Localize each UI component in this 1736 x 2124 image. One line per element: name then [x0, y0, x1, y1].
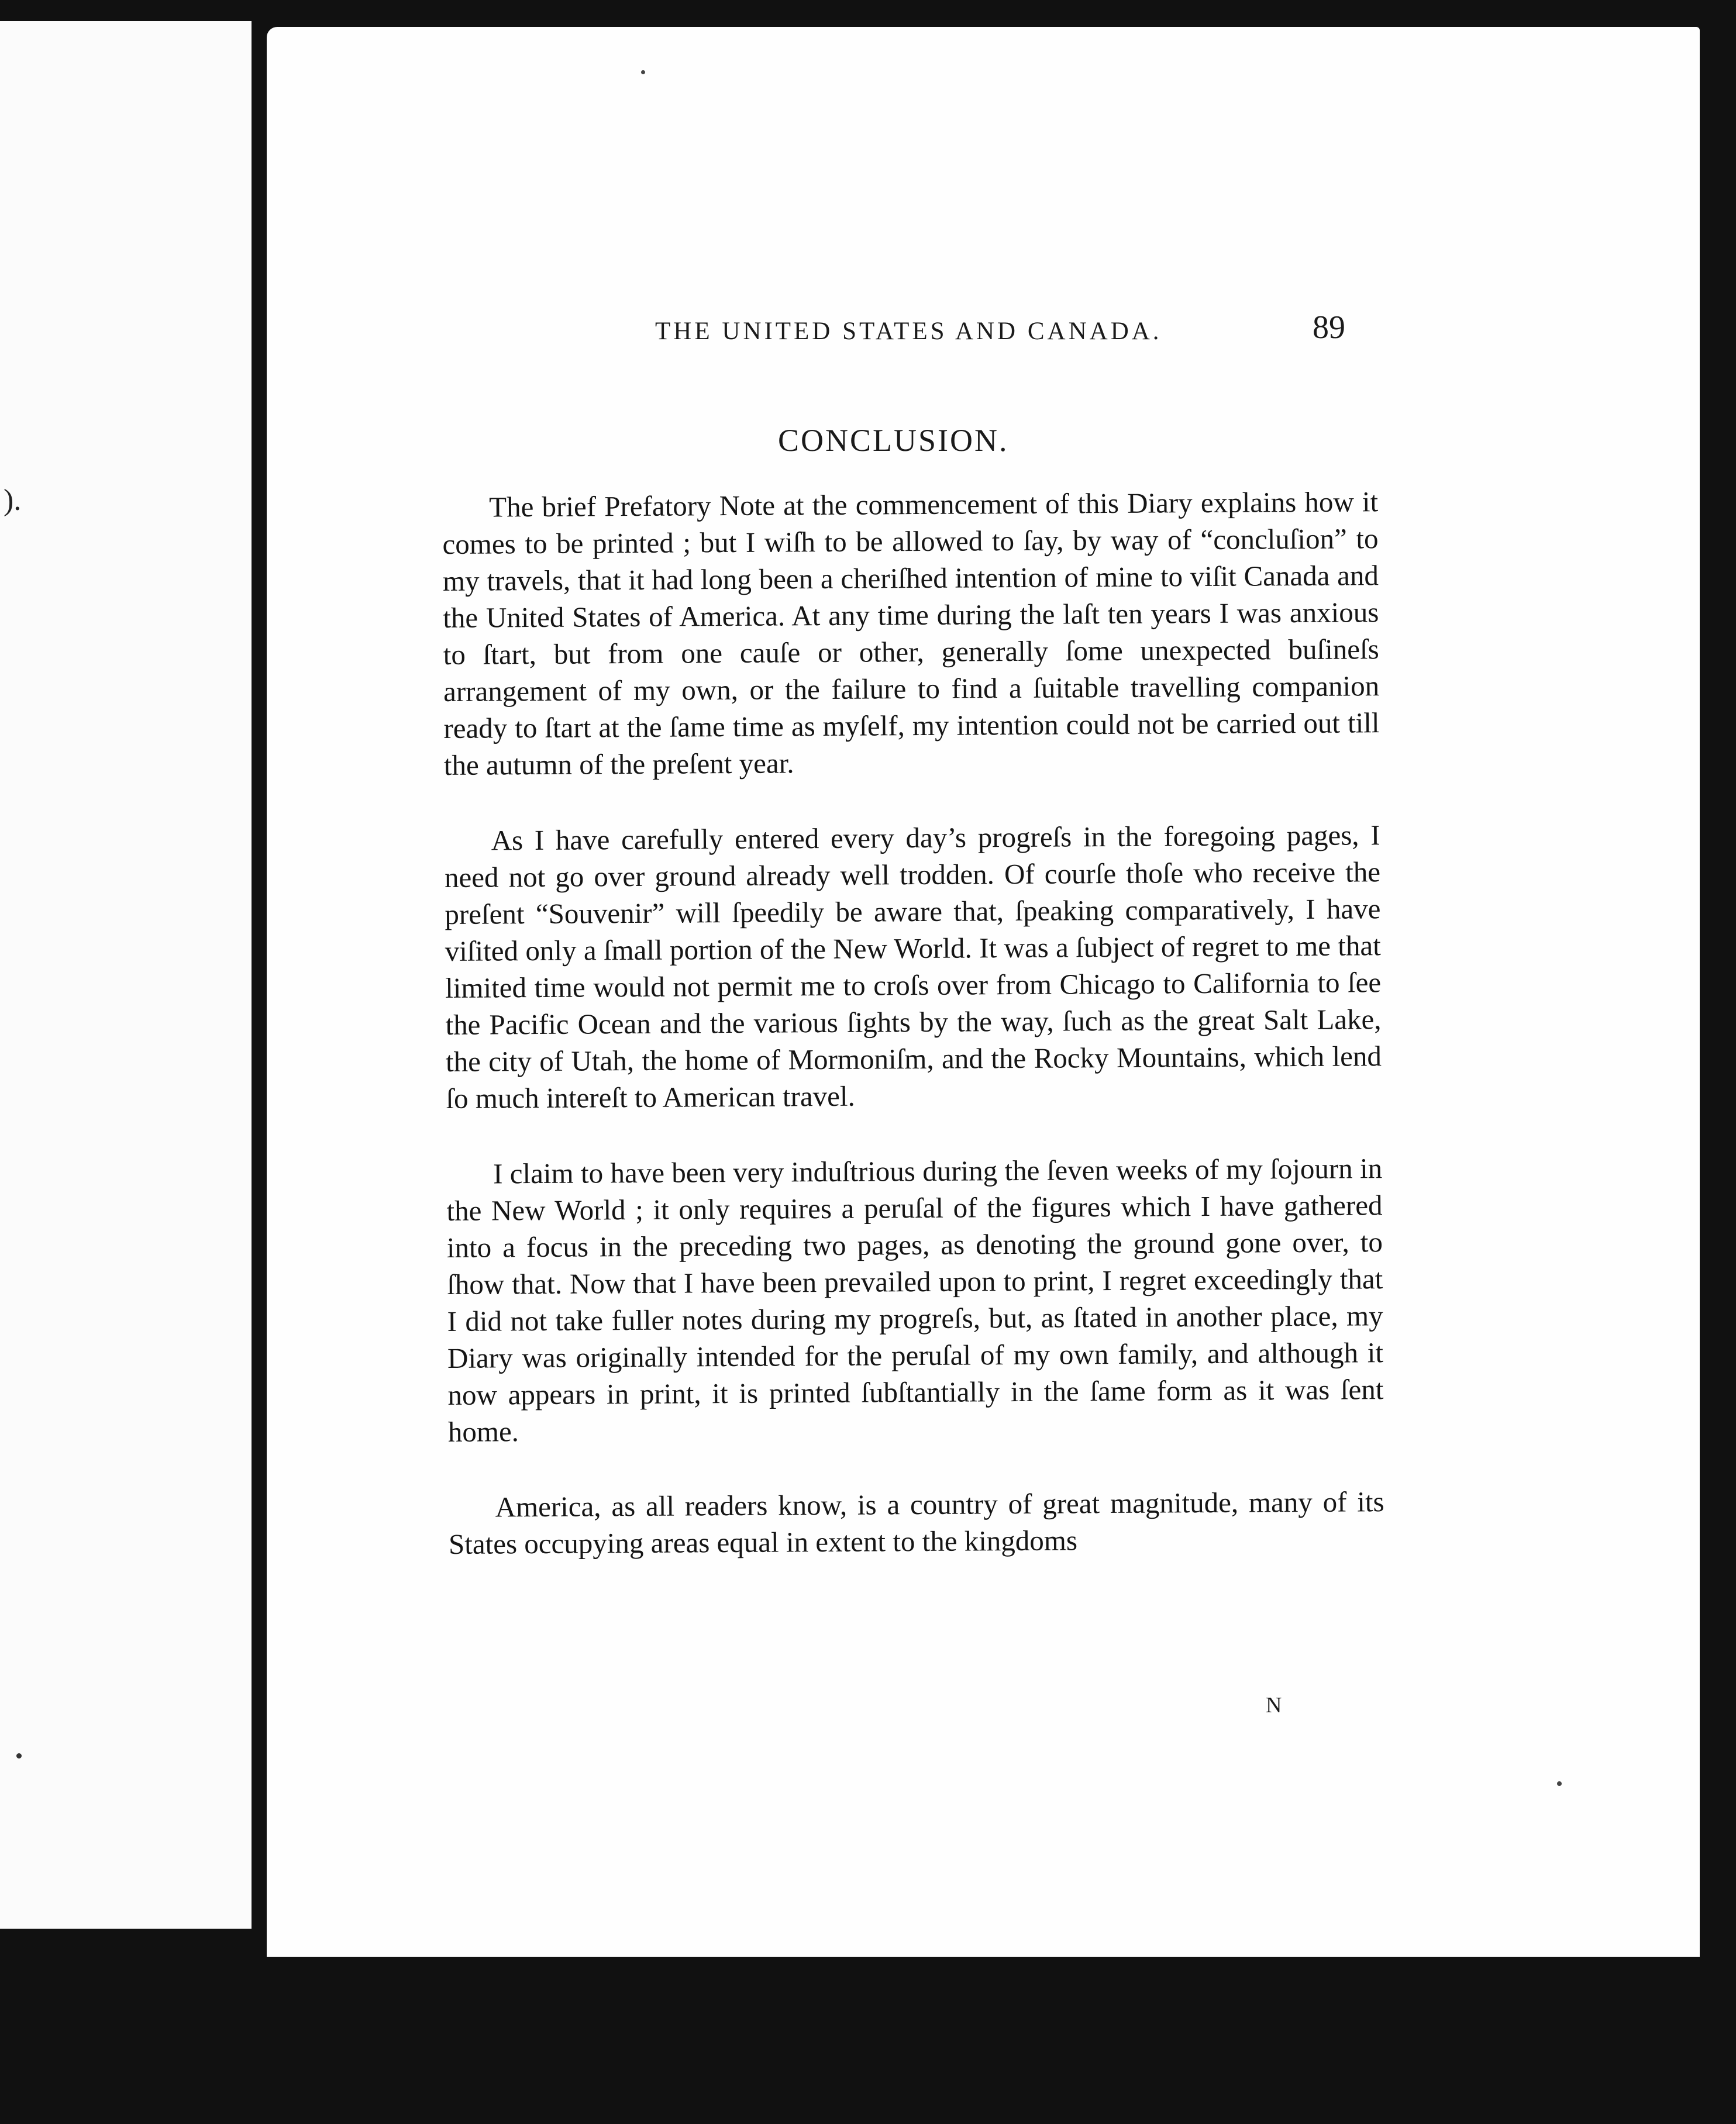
paragraph-1: The brief Prefatory Note at the commencement of this Diary explains how it comes to be printed ; but I wiſh to be allowed to ſay, by way of “concluſion” to my travels, that it had long been a cheriſhed intention of mine to viſit Canada and the United States of America. At any time during the laſt ten years I was anxious to ſtart, but from one cauſe or other, generally ſome unexpected buſineſs arrangement of my own, or the failure to find a ſuitable travelling companion ready to ſtart at the ſame time as myſelf, my intention could not be carried out till the autumn of the preſent year. — [442, 485, 1380, 781]
signature-mark: N — [1266, 1693, 1282, 1718]
paragraph-2: As I have carefully entered every day’s progreſs in the foregoing pages, I need not go over ground already well trodden. Of courſe thoſe who receive the preſent “Souvenir” will ſpeedily be aware that, ſpeaking comparatively, I have viſited only a ſmall portion of the New World. It was a ſubject of regret to me that limited time would not permit me to croſs over from Chicago to California to ſee the Pacific Ocean and the various ſights by the way, ſuch as the great Salt Lake, the city of Utah, the home of Mormoniſm, and the Rocky Mountains, which lend ſo much intereſt to American travel. — [444, 819, 1382, 1115]
page-speck — [641, 70, 645, 74]
running-head: THE UNITED STATES AND CANADA. — [655, 318, 1162, 345]
left-page-edge-text: ). — [4, 484, 22, 517]
page-speck — [1557, 1781, 1562, 1786]
left-page — [0, 21, 252, 1929]
body-text — [442, 483, 1385, 1601]
paragraph-3: I claim to have been very induſtrious during the ſeven weeks of my ſojourn in the New World ; it only requires a peruſal of the figures which I have gathered into a focus in the preceding two pages, as denoting the ground gone over, to ſhow that. Now that I have been prevailed upon to print, I regret exceedingly that I did not take fuller notes during my progreſs, but, as ſtated in another place, my Diary was originally intended for the peruſal of my own family, and although it now appears in print, it is printed ſubſtantially in the ſame form as it was ſent home. — [446, 1152, 1384, 1448]
chapter-title: CONCLUSION. — [778, 423, 1009, 458]
left-page-speck — [16, 1753, 22, 1758]
page-number: 89 — [1313, 309, 1345, 346]
paragraph-4: America, as all readers know, is a country of great magnitude, many of its States occupying areas equal in extent to the kingdoms — [448, 1485, 1384, 1560]
